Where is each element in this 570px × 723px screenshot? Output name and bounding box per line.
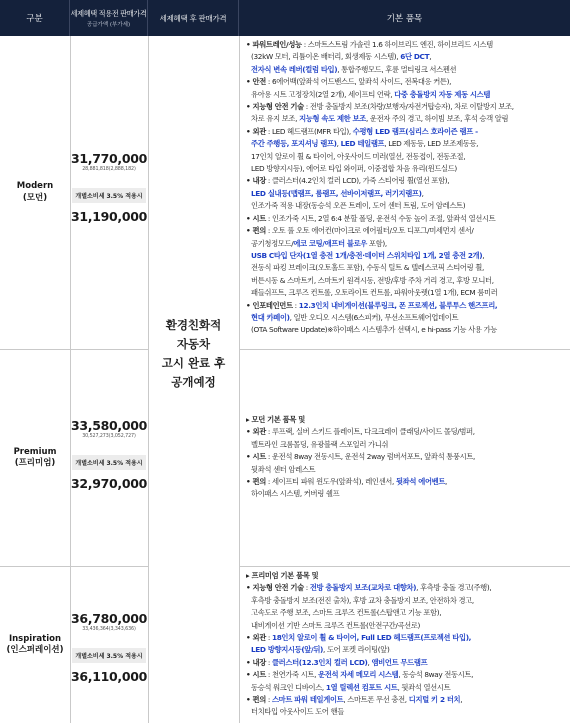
spec-line xyxy=(246,175,566,187)
spec-text: , LED 제동등, LED 보조제동등, xyxy=(384,139,479,149)
spec-text: • 지능형 안전 기술 xyxy=(246,102,304,112)
spec-text: • 지능형 안전 기술 xyxy=(246,583,304,593)
eco-vehicle-note: 환경친화적 자동차 고시 완료 후 공개예정 xyxy=(161,318,226,389)
spec-line xyxy=(246,138,566,150)
spec-text: 후측방 충돌방지 보조(전진 출차), 후방 교차 충돌방지 보조, 안전하차 경고, xyxy=(251,595,474,605)
spec-text: • 외관 xyxy=(246,427,266,437)
spec-line xyxy=(246,101,566,113)
spec-line xyxy=(246,213,566,225)
spec-text: : 운전석 8way 전동시트, 운전석 2way 럼버서포트, 앞좌석 통풍시트, xyxy=(265,452,476,462)
spec-highlight: 6단 DCT xyxy=(400,52,430,62)
row-divider xyxy=(239,349,570,350)
spec-text: LED 방향지시등), 에어로 타입 와이퍼, 이중접합 차음 유리(윈드실드) xyxy=(251,164,457,174)
spec-text: ▸ 프리미엄 기본 품목 및 xyxy=(246,571,319,580)
spec-text: , 운전자 주의 경고, 하이빔 보조, 후석 승객 알림 xyxy=(365,114,509,124)
spec-highlight: 에코 코팅/애프터 블로우 xyxy=(293,238,367,248)
spec-line xyxy=(246,451,566,463)
spec-highlight: 12.3인치 내비게이션(블루링크, 폰 프로젝션, 블루투스 핸즈프리, xyxy=(298,300,498,310)
spec-line xyxy=(246,225,566,237)
spec-text: , 통합주행모드, 후륜 멀티링크 서스펜션 xyxy=(337,64,457,74)
price-premium: 33,580,000 30,527,273(3,052,727) 개별소비세 3.5% 적용시 32,970,000 xyxy=(70,418,148,491)
spec-line xyxy=(246,464,566,476)
spec-text: , xyxy=(421,188,424,198)
spec-text: , xyxy=(336,139,341,149)
spec-highlight: 운전석 자세 메모리 시스템 xyxy=(318,670,399,680)
spec-text: 벨트라인 크롬몰딩, 유광블랙 스포일러 가니쉬 xyxy=(251,439,389,449)
spec-highlight: 1열 릴렉션 컴포트 시트 xyxy=(325,682,398,692)
spec-text: : xyxy=(265,695,272,705)
spec-line xyxy=(246,620,566,632)
spec-text: • 내장 xyxy=(246,176,266,186)
spec-highlight: 지능형 속도 제한 보조 xyxy=(299,114,366,124)
spec-text: • 시트 xyxy=(246,452,266,462)
spec-text: , 뒷좌석 열선시트 xyxy=(397,682,451,692)
spec-highlight: 앰비언트 무드램프 xyxy=(371,657,428,667)
spec-text: ▸ 모던 기본 품목 및 xyxy=(246,415,305,424)
spec-line xyxy=(246,163,566,175)
spec-text: : xyxy=(303,583,310,593)
spec-text: • 외관 xyxy=(246,633,266,643)
spec-text: : 오토 풀 오토 에어컨(마이크로 에어필터/오토 디포그/미세먼지 센서/ xyxy=(265,226,474,236)
spec-text: (OTA Software Update)※하이패스 시스템추가 선택시, e hi-pass 기능 사용 가능 xyxy=(251,325,497,335)
spec-text: 터치타입 아웃사이드 도어 핸들 xyxy=(251,707,344,717)
spec-line xyxy=(246,582,566,594)
price-inspiration: 36,780,000 33,436,364(3,343,636) 개별소비세 3.5% 적용시 36,110,000 xyxy=(70,611,148,684)
spec-highlight: 다중 충돌방지 자동 제동 시스템 xyxy=(394,89,491,99)
spec-highlight: 18인치 알로이 휠 & 타이어, Full LED 헤드램프(프로젝션 타입), xyxy=(271,633,472,643)
spec-line xyxy=(246,113,566,125)
spec-text: 유아용 시트 고정장치(2열 2개), 세이프티 언락, xyxy=(251,89,395,99)
spec-text: , xyxy=(482,250,485,260)
spec-text: , 동승석 8way 전동시트, xyxy=(398,670,474,680)
spec-text: • 인포테인먼트 xyxy=(246,300,293,310)
spec-highlight: LED 테일램프 xyxy=(340,139,385,149)
spec-line xyxy=(246,64,566,76)
spec-text: 인조가죽 적용 내장(동승석 오픈 트레이, 도어 센터 트림, 도어 암레스트) xyxy=(251,201,466,211)
spec-text: • 편의 xyxy=(246,477,266,487)
spec-list-premium xyxy=(246,414,566,501)
spec-line xyxy=(246,200,566,212)
spec-text: 공기청정모드/ xyxy=(251,238,294,248)
spec-highlight: 클러스터(12.3인치 컬러 LCD) xyxy=(271,657,368,667)
spec-line xyxy=(246,488,566,500)
spec-text: , xyxy=(460,695,463,705)
spec-line xyxy=(246,570,566,582)
spec-text: : xyxy=(292,300,299,310)
spec-text: 17인치 알로이 휠 & 타이어, 아웃사이드 미러(열선, 전동접이, 전동조절, xyxy=(251,151,466,161)
spec-line xyxy=(246,632,566,644)
header-trim: 구분 xyxy=(0,0,70,36)
spec-line xyxy=(246,669,566,681)
spec-text: , 도어 포켓 라이팅(앞) xyxy=(323,645,390,655)
spec-line xyxy=(246,250,566,262)
header-price-before: 세제혜택 적용전 판매가격 공급가액 (부가세) xyxy=(70,0,148,36)
trim-modern: Modern (모던) xyxy=(16,181,54,203)
spec-text: : 6에어백(앞좌석 어드밴스드, 앞좌석 사이드, 전복대응 커튼), xyxy=(265,77,452,87)
spec-line xyxy=(246,238,566,250)
spec-text: : xyxy=(265,633,272,643)
spec-list-modern xyxy=(246,39,566,337)
spec-text: (32kW 모터, 리튬이온 배터리, 회생제동 시스템), xyxy=(251,52,401,62)
spec-line xyxy=(246,426,566,438)
spec-highlight: 전자식 변속 레버(컬럼 타입) xyxy=(251,64,338,74)
spec-text: : 인조가죽 시트, 2열 6:4 분할 폴딩, 운전석 수동 높이 조절, 앞좌석 열선시트 xyxy=(265,213,496,223)
spec-text: • 안전 xyxy=(246,77,266,87)
spec-line xyxy=(246,188,566,200)
price-modern: 31,770,000 28,881,818(2,888,182) 개별소비세 3.5% 적용시 31,190,000 xyxy=(70,151,148,224)
spec-text: • 시트 xyxy=(246,670,266,680)
spec-list-inspiration xyxy=(246,570,566,719)
spec-line xyxy=(246,595,566,607)
spec-line xyxy=(246,262,566,274)
spec-text: : 스마트스트림 가솔린 1.6 하이브리드 엔진, 하이브리드 시스템 xyxy=(301,40,493,49)
spec-text: , xyxy=(367,657,372,667)
spec-text: , 일반 오디오 시스템(6스피커), 무선소프트웨어업데이트 xyxy=(289,312,459,322)
spec-highlight: USB C타입 단자(1열 충전 1개/충전·데이터 스위치타입 1개, 2열 충전 2개) xyxy=(251,250,483,260)
spec-text: : 클러스터(4.2인치 컬러 LCD), 가죽 스티어링 휠(열선 포함), xyxy=(265,176,450,186)
spec-text: , 스마트폰 무선 충전, xyxy=(343,695,409,705)
spec-text: 차로 유지 보조, xyxy=(251,114,300,124)
spec-text: : 루프랙, 실버 스키드 플레이트, 다크크레이 클래딩/사이드 몰딩/범퍼, xyxy=(265,427,475,437)
spec-line xyxy=(246,657,566,669)
spec-line xyxy=(246,706,566,718)
spec-line xyxy=(246,300,566,312)
spec-text: • 파워트레인/성능 xyxy=(246,40,302,49)
spec-text: • 편의 xyxy=(246,226,266,236)
spec-line xyxy=(246,476,566,488)
spec-line xyxy=(246,682,566,694)
header-spec: 기본 품목 xyxy=(239,0,570,36)
spec-text: 버튼시동 & 스마트키, 스마트키 원격시동, 전방/후방 주차 거리 경고, 후방 모니터, xyxy=(251,275,494,285)
trim-premium: Premium (프리미엄) xyxy=(13,446,57,468)
spec-text: , xyxy=(445,477,448,487)
spec-highlight: 스마트 파워 테일게이트 xyxy=(271,695,344,705)
spec-text: 동승석 워크인 디바이스, xyxy=(251,682,326,692)
spec-text: 전동식 파킹 브레이크(오토홀드 포함), 수동식 틸트 & 텔레스코픽 스티어링 휠, xyxy=(251,263,484,273)
spec-line xyxy=(246,439,566,451)
spec-line xyxy=(246,414,566,426)
spec-text: : xyxy=(265,657,272,667)
spec-highlight: 전방 충돌방지 보조(교차로 대향차) xyxy=(309,583,417,593)
spec-line xyxy=(246,76,566,88)
spec-line xyxy=(246,287,566,299)
spec-text: , xyxy=(429,52,432,62)
spec-text: • 외관 xyxy=(246,126,266,136)
spec-line xyxy=(246,312,566,324)
spec-text: : 세이프티 파워 윈도우(앞좌석), 레인센서, xyxy=(265,477,396,487)
spec-line xyxy=(246,51,566,63)
spec-text: 포함), xyxy=(367,238,387,248)
spec-text: 패들쉬프트, 크루즈 컨트롤, 오토라이트 컨트롤, 파워아웃렛(1열 1개), ECM 룸미러 xyxy=(251,288,498,298)
spec-line xyxy=(246,39,566,51)
spec-highlight: 디지털 키 2 터치 xyxy=(408,695,461,705)
spec-text: 내비게이션 기반 스마트 크루즈 컨트롤(안전구간/곡선로) xyxy=(251,620,421,630)
spec-text: , 후측방 충돌 경고(주행), xyxy=(416,583,492,593)
spec-line xyxy=(246,151,566,163)
spec-line xyxy=(246,275,566,287)
spec-text: 하이패스 시스템, 커버링 쉘프 xyxy=(251,489,340,499)
spec-highlight: 주간 주행등, 포지셔닝 램프) xyxy=(251,139,337,149)
row-divider xyxy=(239,566,570,567)
spec-line xyxy=(246,324,566,336)
spec-text: 고속도로 주행 보조, 스마트 크루즈 컨트롤(스탑앤고 기능 포함), xyxy=(251,608,442,618)
spec-text: : LED 헤드램프(MFR 타입), xyxy=(265,126,353,136)
header-price-after: 세제혜택 후 판매가격 xyxy=(148,0,239,36)
spec-highlight: LED 방향지시등(앞/뒤) xyxy=(251,645,324,655)
trim-inspiration: Inspiration (인스퍼레이션) xyxy=(6,633,64,655)
spec-line xyxy=(246,607,566,619)
spec-text: 뒷좌석 센터 암레스트 xyxy=(251,464,316,474)
spec-line xyxy=(246,126,566,138)
spec-text: : 전방 충돌방지 보조(차량/보행자/자전거탑승자), 차로 이탈방지 보조, xyxy=(303,102,514,112)
spec-highlight: 현대 카페이) xyxy=(251,312,290,322)
spec-text: : 천연가죽 시트, xyxy=(265,670,319,680)
spec-highlight: 수평형 LED 램프(심리스 호라이즌 램프 - xyxy=(352,126,478,136)
spec-text: • 편의 xyxy=(246,695,266,705)
col-divider xyxy=(239,36,240,723)
spec-highlight: 뒷좌석 에어벤트 xyxy=(395,477,446,487)
spec-text: • 내장 xyxy=(246,657,266,667)
spec-text: • 시트 xyxy=(246,213,266,223)
spec-line xyxy=(246,89,566,101)
spec-line xyxy=(246,694,566,706)
spec-line xyxy=(246,644,566,656)
spec-highlight: LED 실내등(맵램프, 룸램프, 선바이저램프, 러기지램프) xyxy=(251,188,422,198)
